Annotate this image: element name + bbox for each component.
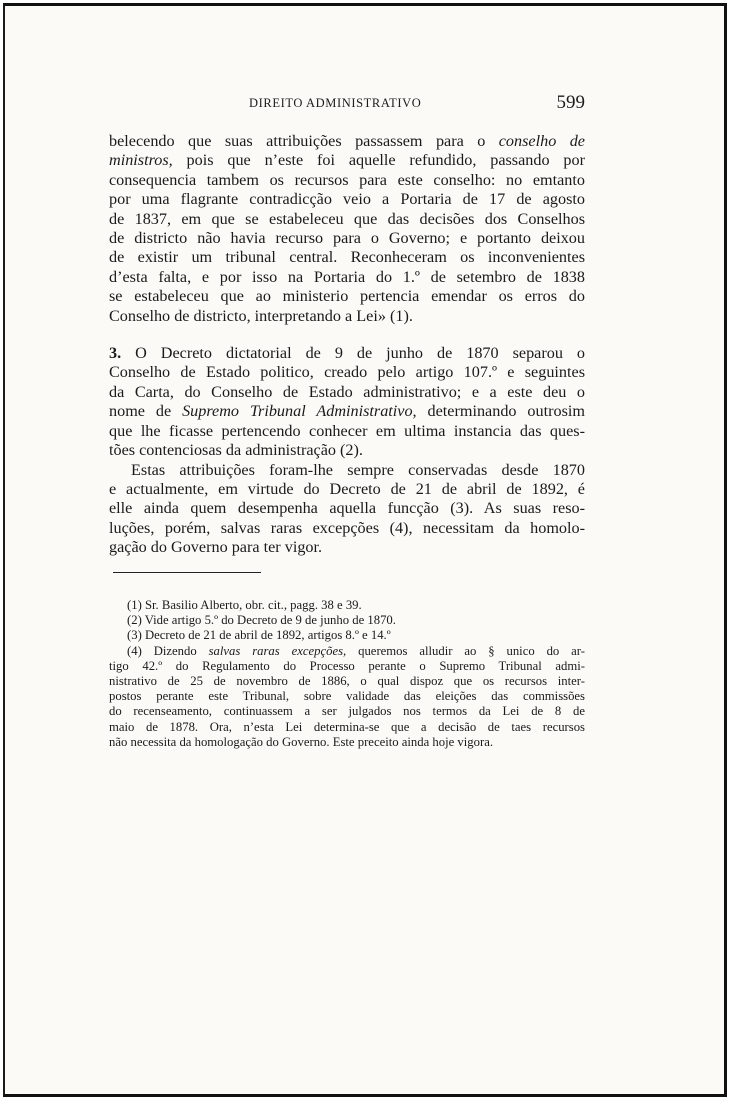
footnote-3: (3) Decreto de 21 de abril de 1892, artigos 8.º e 14.º [127, 628, 391, 643]
paragraph-2-line: nome de Supremo Tribunal Administrativo, determinando outrosim [109, 402, 585, 421]
paragraph-1-line: de districto não havia recurso para o Governo; e portanto deixou [109, 229, 585, 248]
paragraph-2-line: que lhe ficasse pertencendo conhecer em ultima instancia das ques- [109, 421, 585, 440]
page-number: 599 [556, 92, 585, 113]
paragraph-2-line: Conselho de Estado politico, creado pelo artigo 107.º e seguintes [109, 363, 585, 382]
paragraph-1-line: d’esta falta, e por isso na Portaria do 1.º de setembro de 1838 [109, 267, 585, 286]
footnotes [109, 598, 585, 750]
footnote-4-line: do recenseamento, continuassem a ser julgados nos termos da Lei de 8 de [109, 704, 585, 719]
section-number: 3. [109, 344, 122, 363]
paragraph-3-line: luções, porém, salvas raras excepções (4), necessitam da homolo- [109, 518, 585, 537]
paragraph-1-line: de 1837, em que se estabeleceu que das decisões dos Conselhos [109, 209, 585, 228]
page-header [109, 92, 585, 114]
paragraph-1-line: Conselho de districto, interpretando a Lei» (1). [109, 306, 413, 325]
paragraph-1-line: por uma flagrante contradicção veio a Portaria de 17 de agosto [109, 190, 585, 209]
paragraph-2-line: 3. O Decreto dictatorial de 9 de junho de 1870 separou o [109, 344, 585, 363]
footnote-4-line: nistrativo de 25 de novembro de 1886, o qual dispoz que os recursos inter- [109, 674, 585, 689]
footnote-4-line: tigo 42.º do Regulamento do Processo perante o Supremo Tribunal admi- [109, 658, 585, 673]
running-title: DIREITO ADMINISTRATIVO [249, 96, 422, 110]
body-text [109, 132, 585, 558]
paragraph-gap [109, 326, 585, 344]
paragraph-3-line: e actualmente, em virtude do Decreto de 21 de abril de 1892, é [109, 479, 585, 498]
footnote-4-line: não necessita da homologação do Governo. Este preceito ainda hoje vigora. [109, 734, 494, 749]
paragraph-2-line: tões contenciosas da administração (2). [109, 441, 363, 460]
footnote-4: (4) Dizendo salvas raras excepções, queremos alludir ao § unico do ar- [127, 643, 586, 658]
paragraph-1-line: ministros, pois que n’este foi aquelle refundido, passando por [109, 151, 585, 170]
footnote-2: (2) Vide artigo 5.º do Decreto de 9 de junho de 1870. [127, 613, 396, 628]
paragraph-3-line: gação do Governo para ter vigor. [109, 538, 323, 557]
paragraph-1-line: de existir um tribunal central. Reconheceram os inconvenientes [109, 248, 585, 267]
footnote-4-line: maio de 1878. Ora, n’esta Lei determina-se que a decisão de taes recursos [109, 719, 585, 734]
paragraph-3-line: Estas attribuições foram-lhe sempre conservadas desde 1870 [131, 460, 585, 479]
paragraph-1-line: consequencia tambem os recursos para este conselho: no emtanto [109, 170, 585, 189]
footnote-4-line: postos perante este Tribunal, sobre validade das eleições das commissões [109, 689, 585, 704]
paragraph-2-line: da Carta, do Conselho de Estado administrativo; e a este deu o [109, 382, 585, 401]
paragraph-3-line: elle ainda quem desempenha aquella funcção (3). As suas reso- [109, 499, 585, 518]
paragraph-1-line: belecendo que suas attribuições passassem para o conselho de [109, 132, 585, 150]
footnote-1: (1) Sr. Basilio Alberto, obr. cit., pagg. 38 e 39. [127, 598, 362, 612]
book-page [3, 3, 727, 1097]
footnote-divider [113, 572, 261, 573]
paragraph-1-line: se estabeleceu que ao ministerio pertencia emendar os erros do [109, 287, 585, 306]
